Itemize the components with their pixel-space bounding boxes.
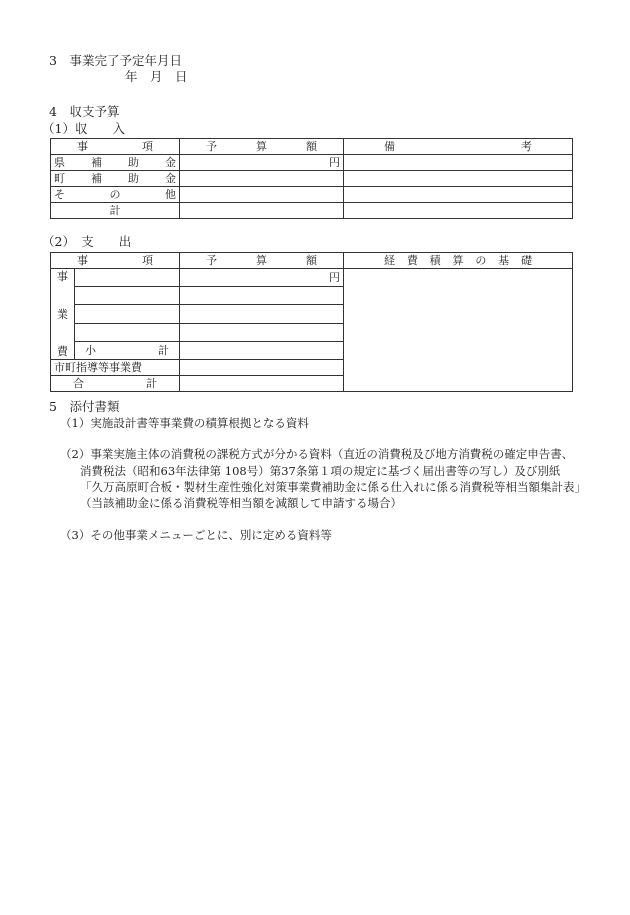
project-cost-char: 費 bbox=[57, 345, 68, 358]
section3-title: 3 事業完了予定年月日 bbox=[49, 53, 182, 68]
section4-title: 4 収支予算 bbox=[49, 104, 120, 119]
budget-cell bbox=[180, 341, 344, 359]
item-cell bbox=[75, 269, 180, 287]
col-header-budget: 予 算 額 bbox=[180, 139, 344, 155]
budget-cell bbox=[180, 360, 344, 376]
row-label-pref-subsidy: 県補助金 bbox=[51, 155, 180, 171]
row-label-total: 計 bbox=[51, 203, 180, 219]
budget-cell bbox=[180, 187, 344, 203]
row-label-other: その他 bbox=[51, 187, 180, 203]
col-header-remarks: 備 考 bbox=[344, 139, 573, 155]
table-row bbox=[51, 171, 573, 187]
basis-cell bbox=[344, 269, 573, 392]
table-row bbox=[51, 269, 573, 287]
project-cost-label bbox=[51, 269, 75, 360]
row-label-town-guidance: 市町指導等事業費 bbox=[51, 360, 180, 376]
item-cell bbox=[75, 287, 180, 305]
budget-cell bbox=[180, 323, 344, 341]
item-cell bbox=[75, 323, 180, 341]
remarks-cell bbox=[344, 187, 573, 203]
project-cost-char: 事 bbox=[57, 270, 68, 283]
attachment-item-2-line-4: （当該補助金に係る消費税等相当額を減額して申請する場合） bbox=[80, 496, 402, 510]
budget-cell bbox=[180, 171, 344, 187]
budget-cell bbox=[180, 287, 344, 305]
table-row bbox=[51, 139, 573, 155]
col-header-item: 事 項 bbox=[51, 139, 180, 155]
subtotal-label: 小 計 bbox=[75, 341, 180, 359]
income-table bbox=[50, 138, 573, 219]
col-header-item: 事 項 bbox=[51, 253, 180, 269]
expense-table bbox=[50, 252, 573, 392]
col-header-basis: 経費積算の基礎 bbox=[344, 253, 573, 269]
attachment-item-2-line-2: 消費税法（昭和63年法律第 108号）第37条第１項の規定に基づく届出書等の写し）及び別紙 bbox=[80, 464, 561, 478]
row-label-town-subsidy: 町補助金 bbox=[51, 171, 180, 187]
unit-yen: 円 bbox=[180, 155, 344, 171]
item-cell bbox=[75, 305, 180, 323]
col-header-budget: 予 算 額 bbox=[180, 253, 344, 269]
unit-yen: 円 bbox=[180, 269, 344, 287]
remarks-cell bbox=[344, 155, 573, 171]
row-label-grand-total: 合 計 bbox=[51, 376, 180, 392]
expense-heading: （2） 支 出 bbox=[42, 234, 132, 249]
income-heading: （1）収 入 bbox=[42, 121, 125, 136]
table-row bbox=[51, 155, 573, 171]
budget-cell bbox=[180, 376, 344, 392]
budget-cell bbox=[180, 203, 344, 219]
table-row bbox=[51, 187, 573, 203]
attachment-item-1: （1）実施設計書等事業費の積算根拠となる資料 bbox=[60, 416, 309, 430]
attachment-item-2-line-1: （2）事業実施主体の消費税の課税方式が分かる資料（直近の消費税及び地方消費税の確定申告書、 bbox=[60, 447, 574, 461]
project-cost-char: 業 bbox=[57, 307, 68, 321]
table-row bbox=[51, 203, 573, 219]
budget-cell bbox=[180, 305, 344, 323]
section5-title: 5 添付書類 bbox=[49, 399, 120, 414]
remarks-cell bbox=[344, 171, 573, 187]
attachment-item-3: （3）その他事業メニューごとに、別に定める資料等 bbox=[60, 528, 332, 542]
table-row bbox=[51, 253, 573, 269]
remarks-cell bbox=[344, 203, 573, 219]
attachment-item-2-line-3: 「久万高原町合板・製材生産性強化対策事業費補助金に係る仕入れに係る消費税等相当額集計表」 bbox=[80, 480, 586, 494]
completion-date-line: 年 月 日 bbox=[125, 69, 188, 84]
